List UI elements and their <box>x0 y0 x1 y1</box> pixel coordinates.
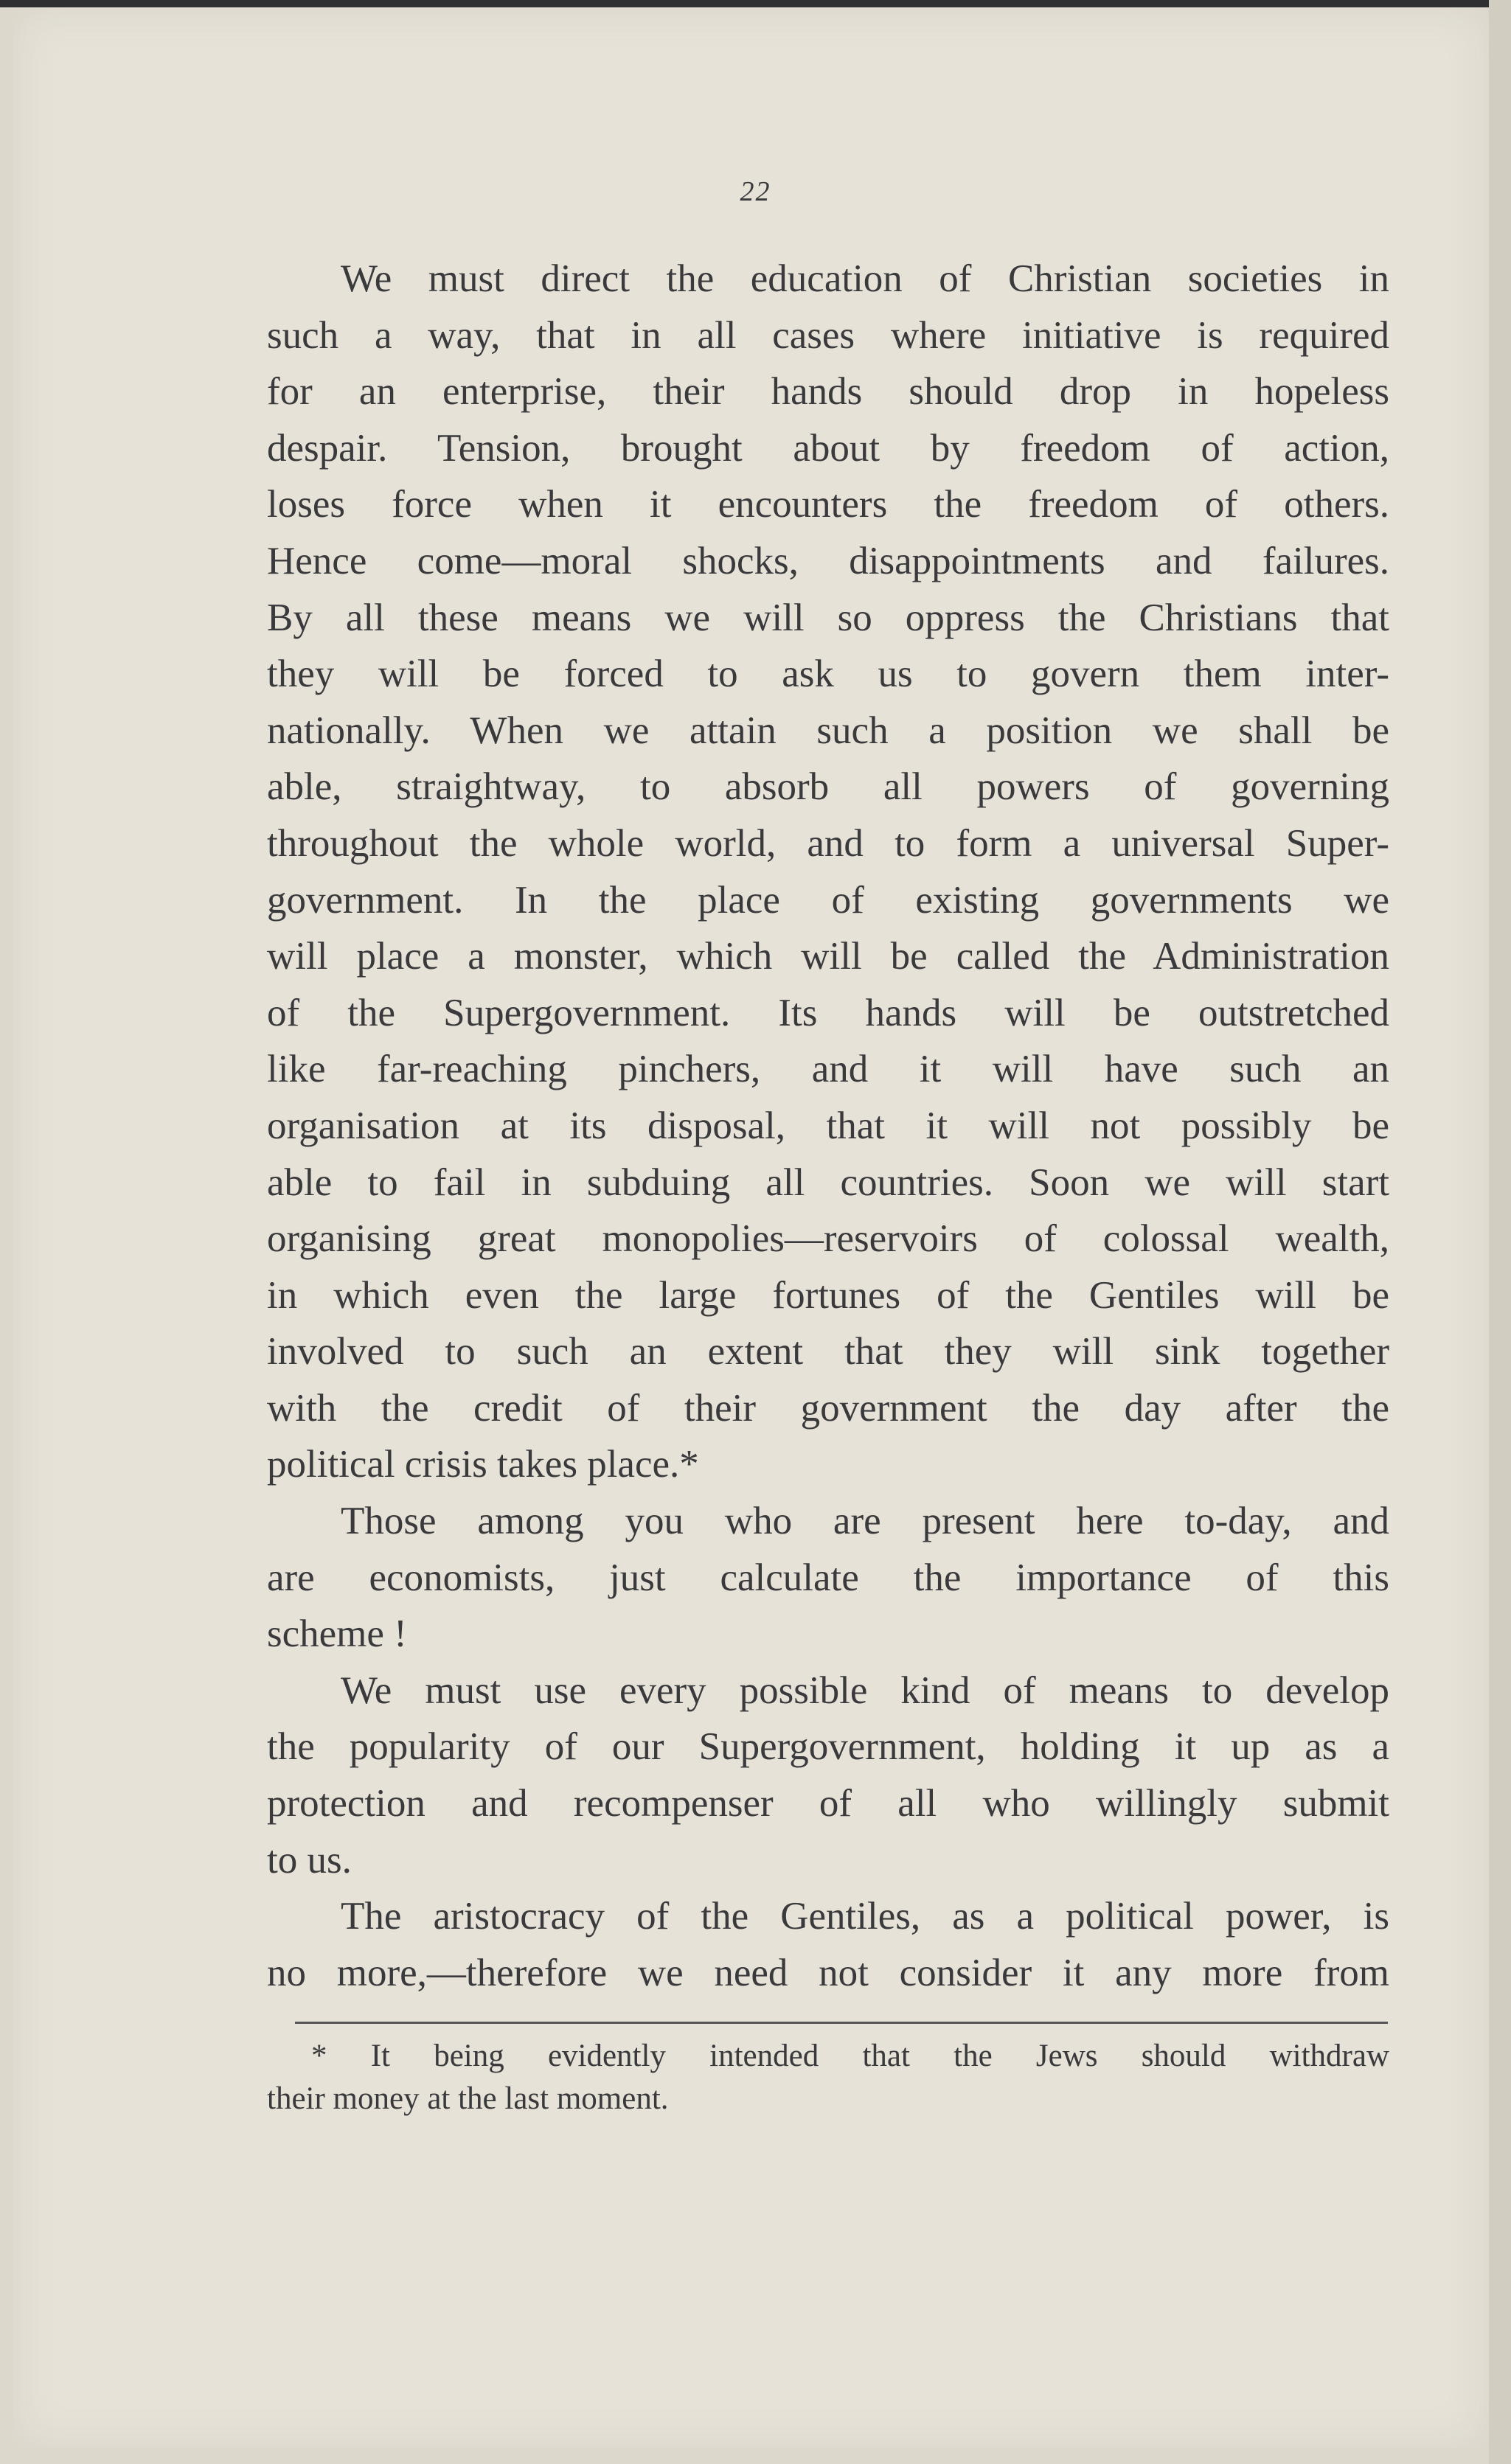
text-line: By all these means we will so oppress the Christians that <box>267 596 1389 639</box>
footnote <box>267 2035 1389 2120</box>
text-line: for an enterprise, their hands should drop in hopeless <box>267 370 1389 414</box>
text-line: We must use every possible kind of means to develop <box>341 1668 1389 1712</box>
footnote-line: * It being evidently intended that the Jews should withdraw <box>311 2039 1389 2073</box>
page-top-edge <box>0 0 1511 7</box>
text-line: throughout the whole world, and to form a universal Super- <box>267 821 1389 865</box>
page-number: 22 <box>740 176 771 207</box>
text-line: despair. Tension, brought about by freedom of action, <box>267 426 1389 470</box>
text-line: nationally. When we attain such a position we shall be <box>267 709 1389 752</box>
text-line: able, straightway, to absorb all powers of governing <box>267 765 1389 809</box>
body-text <box>267 251 1389 2001</box>
text-line: are economists, just calculate the importance of this <box>267 1556 1389 1599</box>
text-line: Those among you who are present here to-day, and <box>341 1500 1389 1543</box>
text-line: able to fail in subduing all countries. Soon we will start <box>267 1160 1389 1204</box>
text-line: loses force when it encounters the freedom of others. <box>267 483 1389 526</box>
text-line: with the credit of their government the day after the <box>267 1386 1389 1430</box>
text-line: will place a monster, which will be called the Administration <box>267 935 1389 978</box>
text-line: scheme ! <box>267 1612 407 1656</box>
text-line: organising great monopolies—reservoirs of colossal wealth, <box>267 1217 1389 1261</box>
text-line: to us. <box>267 1838 352 1882</box>
text-line: The aristocracy of the Gentiles, as a political power, is <box>341 1895 1389 1938</box>
footnote-divider <box>295 2022 1388 2024</box>
text-line: We must direct the education of Christian societies in <box>341 257 1389 300</box>
text-line: political crisis takes place.* <box>267 1443 699 1486</box>
text-line: no more,—therefore we need not consider it any more from <box>267 1951 1389 1994</box>
text-line: they will be forced to ask us to govern them inter- <box>267 652 1389 696</box>
text-line: Hence come—moral shocks, disappointments and failures. <box>267 539 1389 582</box>
text-line: organisation at its disposal, that it will not possibly be <box>267 1104 1389 1147</box>
text-line: involved to such an extent that they will sink together <box>267 1330 1389 1374</box>
page-right-edge <box>1489 0 1511 2464</box>
text-line: government. In the place of existing governments we <box>267 878 1389 922</box>
text-line: protection and recompenser of all who willingly submit <box>267 1782 1389 1826</box>
text-line: of the Supergovernment. Its hands will be outstretched <box>267 991 1389 1034</box>
text-line: in which even the large fortunes of the Gentiles will be <box>267 1273 1389 1317</box>
text-line: such a way, that in all cases where initiative is required <box>267 313 1389 357</box>
text-line: like far-reaching pinchers, and it will have such an <box>267 1048 1389 1091</box>
footnote-line: their money at the last moment. <box>267 2081 669 2116</box>
text-line: the popularity of our Supergovernment, holding it up as a <box>267 1725 1389 1769</box>
